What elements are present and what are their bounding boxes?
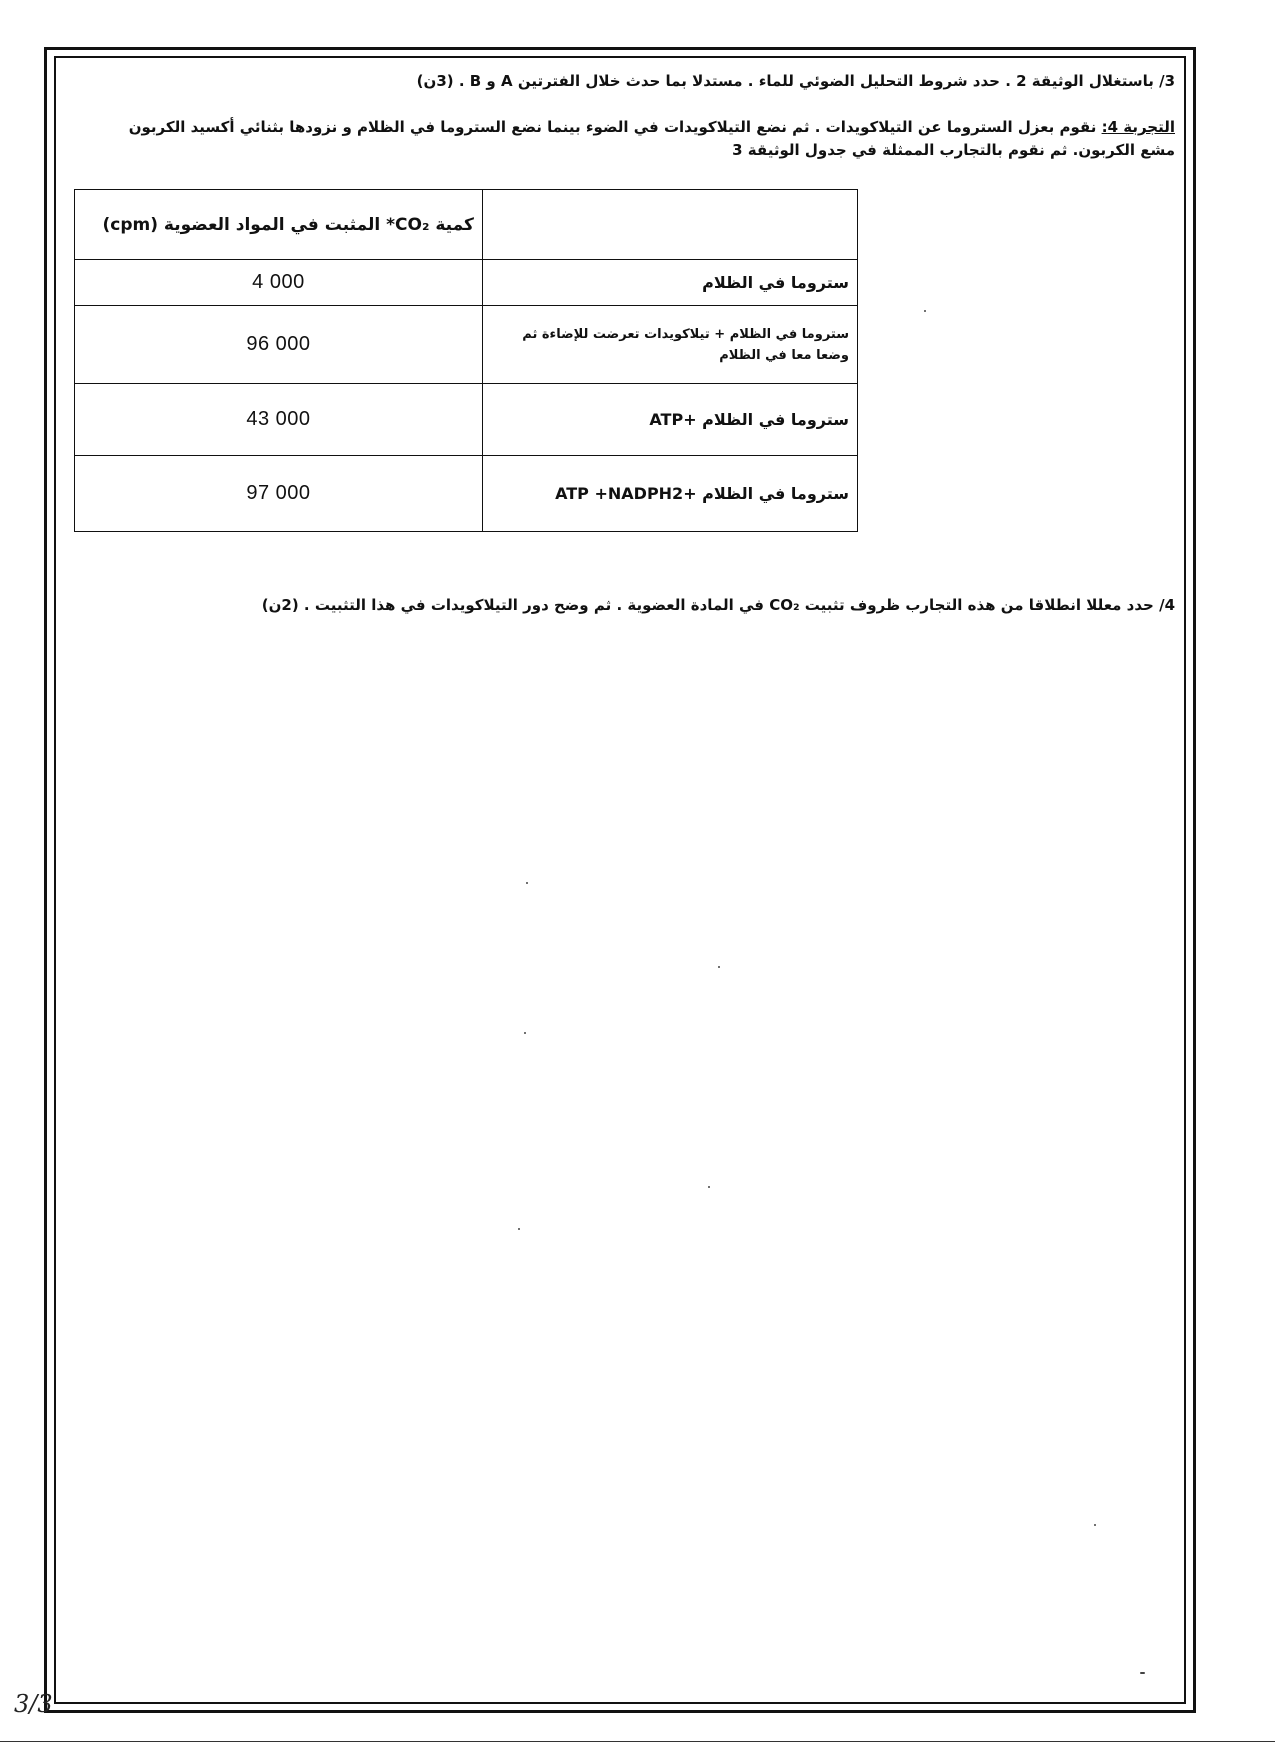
scan-speck [526, 882, 528, 884]
row-1-value: 4 000 [75, 260, 483, 306]
scan-speck [708, 1186, 710, 1188]
header-condition [482, 190, 857, 260]
question-3: 3/ باستغلال الوثيقة 2 . حدد شروط التحليل الضوئي للماء . مستدلا بما حدث خلال الفترتين A و B . (3ن) [416, 72, 1175, 90]
row-4-condition: ستروما في الظلام +ATP +NADPH2 [482, 456, 857, 532]
table-row [75, 384, 858, 456]
question-4: 4/ حدد معللا انطلاقا من هذه التجارب ظروف تثبيت CO₂ في المادة العضوية . ثم وضح دور التيلاكويدات في هذا التثبيت . (2ن) [261, 596, 1175, 614]
experiment-4-text: نقوم بعزل الستروما عن التيلاكويدات . ثم نضع التيلاكويدات في الضوء بينما نضع الستروما في الظلام و نزودها بثنائي أكسيد الكربون مشع الكربون. ثم نقوم بالتجارب الممثلة في جدول الوثيقة 3 [128, 118, 1175, 159]
table-header-row [75, 190, 858, 260]
row-1-condition: ستروما في الظلام [482, 260, 857, 306]
experiment-4-paragraph [105, 116, 1175, 162]
header-co2-amount: كمية CO₂* المثبت في المواد العضوية (cpm) [75, 190, 483, 260]
scan-speck [924, 310, 926, 312]
scan-speck [718, 966, 720, 968]
experiment-4-label: التجربة 4: [1101, 118, 1175, 136]
scan-speck [1140, 1672, 1145, 1674]
scan-speck [524, 1032, 526, 1034]
bottom-rule [0, 1741, 1275, 1742]
scan-speck [1094, 1524, 1096, 1526]
row-3-value: 43 000 [75, 384, 483, 456]
scan-speck [518, 1228, 520, 1230]
document-3-table [74, 189, 858, 532]
row-3-condition: ستروما في الظلام +ATP [482, 384, 857, 456]
page-number: 3/3 [14, 1690, 53, 1718]
table-row [75, 260, 858, 306]
row-4-value: 97 000 [75, 456, 483, 532]
table-row [75, 306, 858, 384]
table-row [75, 456, 858, 532]
row-2-value: 96 000 [75, 306, 483, 384]
row-2-condition: ستروما في الظلام + تيلاكويدات تعرضت للإضاءة ثم وضعا معا في الظلام [482, 306, 857, 384]
